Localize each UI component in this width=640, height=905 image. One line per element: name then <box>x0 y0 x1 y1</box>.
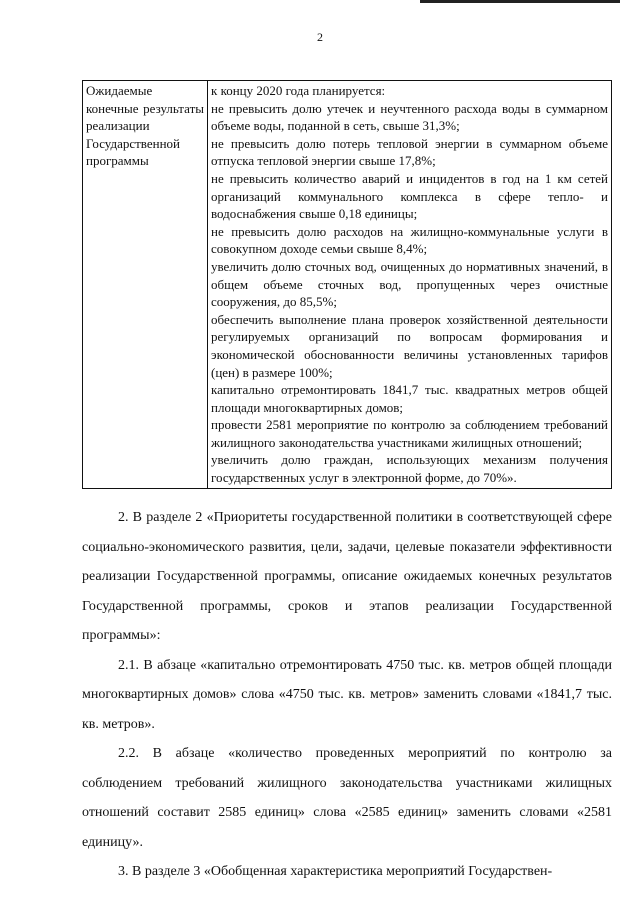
list-item: не превысить долю утечек и неучтенного расхода воды в суммарном объеме воды, поданной в сеть, свыше 31,3%; <box>211 100 608 134</box>
page-number: 2 <box>317 30 323 44</box>
paragraph: 3. В разделе 3 «Обобщенная характеристика мероприятий Государствен- <box>118 864 553 879</box>
list-item: обеспечить выполнение плана проверок хозяйственной деятельности регулируемых организаций по вопросам формирования и экономической обоснованности величины установленных тарифов (цен) в размере 100%; <box>211 311 608 380</box>
table-intro: к концу 2020 года планируется: <box>211 83 386 98</box>
top-rule <box>420 0 620 3</box>
paragraph: 2.2. В абзаце «количество проведенных мероприятий по контролю за соблюдением требований жилищного законодательства участниками жилищных отношений составит 2585 единиц» слова «2585 единиц» заменить словами «2581 единицу». <box>82 746 612 850</box>
document-body <box>82 503 612 887</box>
list-item: увеличить долю сточных вод, очищенных до нормативных значений, в общем объеме сточных вод, пропущенных через очистные сооружения, до 85,5%; <box>211 258 608 310</box>
paragraph: 2.1. В абзаце «капитально отремонтировать 4750 тыс. кв. метров общей площади многоквартирных домов» слова «4750 тыс. кв. метров» заменить словами «1841,7 тыс. кв. метров». <box>82 657 612 732</box>
list-item: увеличить долю граждан, использующих механизм получения государственных услуг в электронной форме, до 70%». <box>211 452 608 486</box>
expected-results-table <box>82 80 612 489</box>
list-item: не превысить долю потерь тепловой энергии в суммарном объеме отпуска тепловой энергии свыше 17,8%; <box>211 135 608 169</box>
table-row <box>83 81 612 489</box>
list-item: провести 2581 мероприятие по контролю за соблюдением требований жилищного законодательства участниками жилищных отношений; <box>211 417 608 450</box>
list-item: не превысить долю расходов на жилищно-коммунальные услуги в совокупном доходе семьи свыше 8,4%; <box>211 223 608 257</box>
paragraph: 2. В разделе 2 «Приоритеты государственной политики в соответствующей сфере социально-экономического развития, цели, задачи, целевые показатели эффективности реализации Государственной программы, описание ожидаемых конечных результатов Государственной программы, сроков и этапов реализации Государственной программы»: <box>82 510 612 643</box>
table-label-cell: Ожидаемые конечные результаты реализации Государственной программы <box>83 81 208 489</box>
list-item: капитально отремонтировать 1841,7 тыс. квадратных метров общей площади многоквартирных домов; <box>211 382 608 415</box>
list-item: не превысить количество аварий и инцидентов в год на 1 км сетей организаций коммунального комплекса в сфере тепло- и водоснабжения свыше 0,18 единицы; <box>211 170 608 222</box>
table-content-cell <box>208 81 612 489</box>
